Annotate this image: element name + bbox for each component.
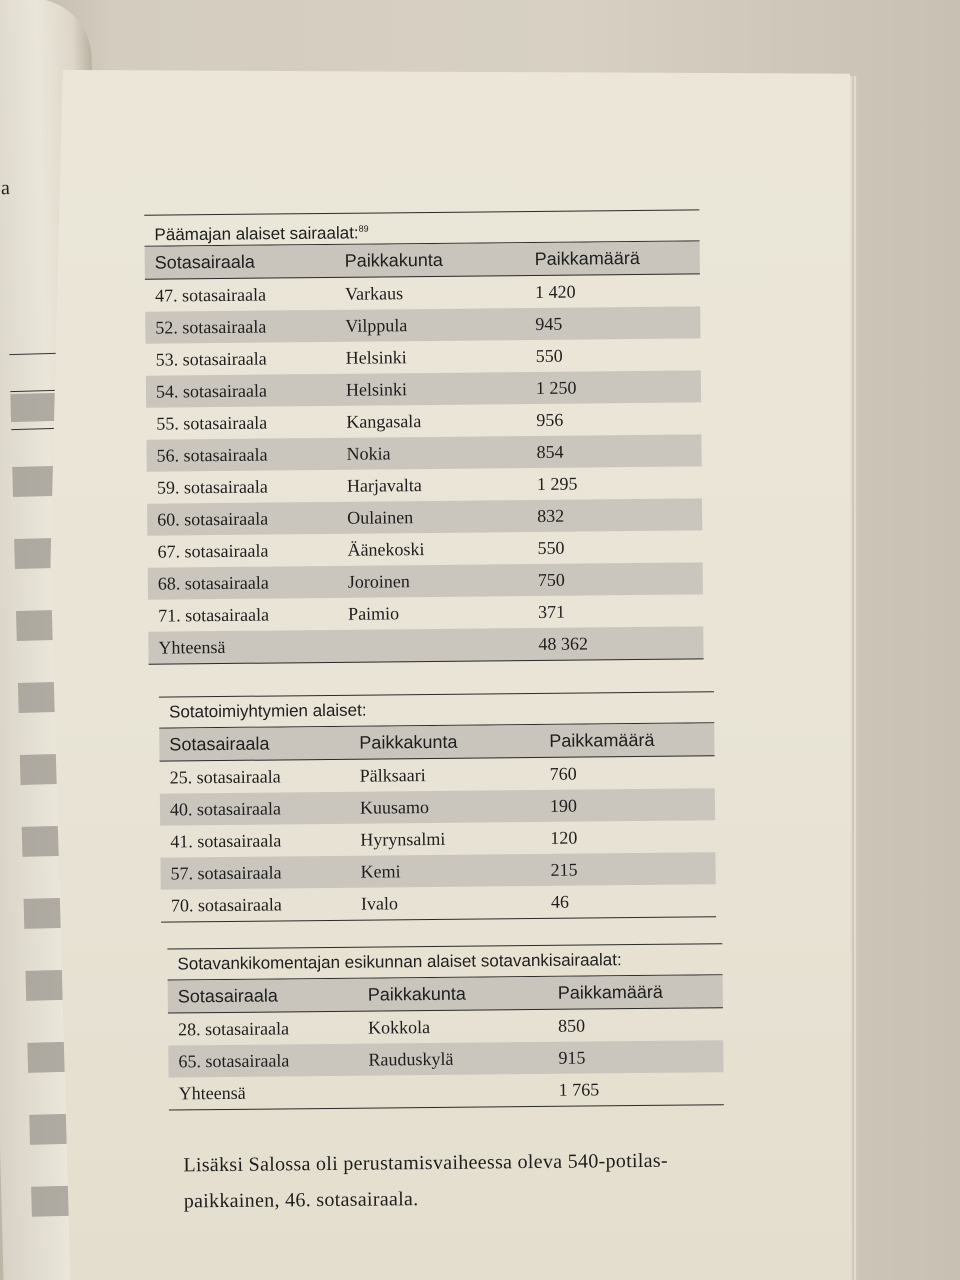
cell-capacity: 190 bbox=[549, 795, 578, 816]
column-header: Paikkakunta bbox=[359, 731, 458, 753]
cell-hospital: 67. sotasairaala bbox=[157, 540, 269, 562]
cell-location: Kuusamo bbox=[359, 796, 430, 818]
table-row bbox=[147, 530, 702, 567]
cell-hospital: 70. sotasairaala bbox=[170, 893, 282, 916]
table-row bbox=[147, 498, 702, 535]
table-row bbox=[148, 562, 703, 599]
column-header: Paikkamäärä bbox=[534, 247, 640, 269]
empty-cell bbox=[369, 1090, 559, 1092]
cell-hospital: 47. sotasairaala bbox=[154, 284, 267, 306]
table-header bbox=[145, 241, 700, 279]
table-row bbox=[161, 884, 716, 922]
paragraph-line: Lisäksi Salossa oli perustamisvaiheessa oleva 540-potilas- bbox=[183, 1149, 669, 1177]
cell-hospital: 57. sotasairaala bbox=[170, 861, 282, 884]
total-label: Yhteensä bbox=[158, 636, 226, 658]
footnote-ref: 89 bbox=[358, 223, 369, 234]
table-caption: Sotatoimiyhtymien alaiset: bbox=[159, 692, 714, 728]
table-row bbox=[146, 402, 701, 439]
cell-capacity: 832 bbox=[537, 505, 565, 526]
column-header: Paikkamäärä bbox=[557, 981, 663, 1003]
cell-capacity: 215 bbox=[550, 859, 578, 880]
column-header: Sotasairaala bbox=[154, 251, 255, 273]
table-row bbox=[147, 466, 702, 503]
cell-hospital: 71. sotasairaala bbox=[158, 604, 270, 626]
table-row bbox=[160, 820, 715, 857]
column-header: Paikkakunta bbox=[367, 983, 466, 1005]
body-paragraph bbox=[183, 1142, 744, 1219]
cell-capacity: 1 250 bbox=[535, 377, 577, 398]
cell-capacity: 854 bbox=[536, 441, 564, 462]
cell-location: Paimio bbox=[348, 602, 400, 624]
cell-location: Rauduskylä bbox=[368, 1048, 454, 1070]
table-row bbox=[148, 594, 703, 631]
cell-location: Ivalo bbox=[360, 892, 398, 914]
cell-hospital: 59. sotasairaala bbox=[156, 476, 268, 498]
cell-hospital: 56. sotasairaala bbox=[156, 444, 268, 466]
cell-hospital: 52. sotasairaala bbox=[155, 316, 267, 338]
cell-capacity: 550 bbox=[537, 537, 565, 558]
cell-capacity: 371 bbox=[538, 601, 566, 622]
table-header bbox=[159, 723, 714, 761]
column-header: Paikkamäärä bbox=[549, 729, 655, 751]
table-caption: Sotavankikomentajan esikunnan alaiset sotavankisairaalat: bbox=[167, 944, 722, 980]
cell-hospital: 28. sotasairaala bbox=[178, 1017, 290, 1039]
total-label: Yhteensä bbox=[178, 1082, 246, 1103]
cell-capacity: 550 bbox=[535, 345, 563, 366]
empty-cell bbox=[348, 644, 538, 646]
cell-location: Vilppula bbox=[345, 314, 408, 336]
cell-hospital: 65. sotasairaala bbox=[178, 1049, 290, 1071]
cell-location: Joroinen bbox=[347, 570, 410, 592]
cell-hospital: 25. sotasairaala bbox=[169, 765, 281, 788]
cell-location: Kemi bbox=[360, 860, 401, 882]
cell-capacity: 750 bbox=[537, 569, 565, 590]
table-row bbox=[160, 852, 715, 889]
cell-capacity: 46 bbox=[550, 891, 569, 912]
cell-capacity: 1 295 bbox=[536, 473, 578, 494]
cell-location: Kangasala bbox=[346, 410, 422, 432]
table-row bbox=[146, 370, 701, 407]
cell-location: Kokkola bbox=[368, 1016, 431, 1038]
cell-hospital: 54. sotasairaala bbox=[155, 380, 268, 402]
cell-location: Harjavalta bbox=[346, 474, 422, 496]
cell-capacity: 120 bbox=[550, 827, 578, 848]
cell-capacity: 945 bbox=[535, 313, 563, 334]
cell-hospital: 55. sotasairaala bbox=[156, 412, 268, 434]
column-header: Sotasairaala bbox=[169, 733, 270, 755]
cell-capacity: 1 420 bbox=[534, 281, 576, 302]
table-paamaja bbox=[144, 209, 703, 664]
cell-location: Helsinki bbox=[345, 378, 408, 400]
table-header bbox=[168, 975, 723, 1013]
table-row bbox=[145, 274, 700, 311]
paragraph-line: paikkainen, 46. sotasairaala. bbox=[183, 1188, 419, 1213]
cell-location: Pälksaari bbox=[359, 764, 426, 786]
column-header: Paikkakunta bbox=[344, 249, 443, 271]
cell-capacity: 956 bbox=[536, 409, 564, 430]
table-row bbox=[146, 338, 701, 375]
total-value: 1 765 bbox=[558, 1078, 600, 1100]
column-header: Sotasairaala bbox=[177, 984, 278, 1006]
table-row bbox=[146, 434, 701, 471]
cell-capacity: 850 bbox=[557, 1015, 586, 1036]
total-value: 48 362 bbox=[538, 632, 589, 654]
cell-location: Helsinki bbox=[345, 346, 407, 368]
cell-capacity: 915 bbox=[558, 1047, 586, 1068]
table-row bbox=[160, 788, 715, 825]
cell-location: Oulainen bbox=[347, 506, 414, 528]
cell-hospital: 41. sotasairaala bbox=[170, 829, 282, 852]
table-sotavankisairaalat bbox=[167, 943, 724, 1110]
table-row bbox=[160, 756, 715, 793]
cell-location: Hyrynsalmi bbox=[360, 828, 446, 850]
cell-location: Äänekoski bbox=[347, 538, 425, 560]
table-sotatoimiyhtymat bbox=[159, 691, 716, 922]
left-page-glyph: a bbox=[0, 177, 11, 200]
table-row bbox=[168, 1040, 723, 1077]
table-row bbox=[168, 1008, 723, 1045]
cell-hospital: 40. sotasairaala bbox=[169, 797, 282, 820]
cell-capacity: 760 bbox=[549, 763, 577, 784]
cell-location: Varkaus bbox=[344, 282, 404, 304]
cell-location: Nokia bbox=[346, 442, 391, 464]
total-row bbox=[148, 626, 703, 664]
table-caption: Päämajan alaiset sairaalat:$^{89}$ bbox=[144, 210, 699, 246]
total-row bbox=[169, 1072, 724, 1110]
cell-hospital: 53. sotasairaala bbox=[155, 348, 267, 370]
cell-hospital: 60. sotasairaala bbox=[157, 508, 269, 530]
table-row bbox=[145, 306, 700, 343]
cell-hospital: 68. sotasairaala bbox=[157, 572, 269, 594]
